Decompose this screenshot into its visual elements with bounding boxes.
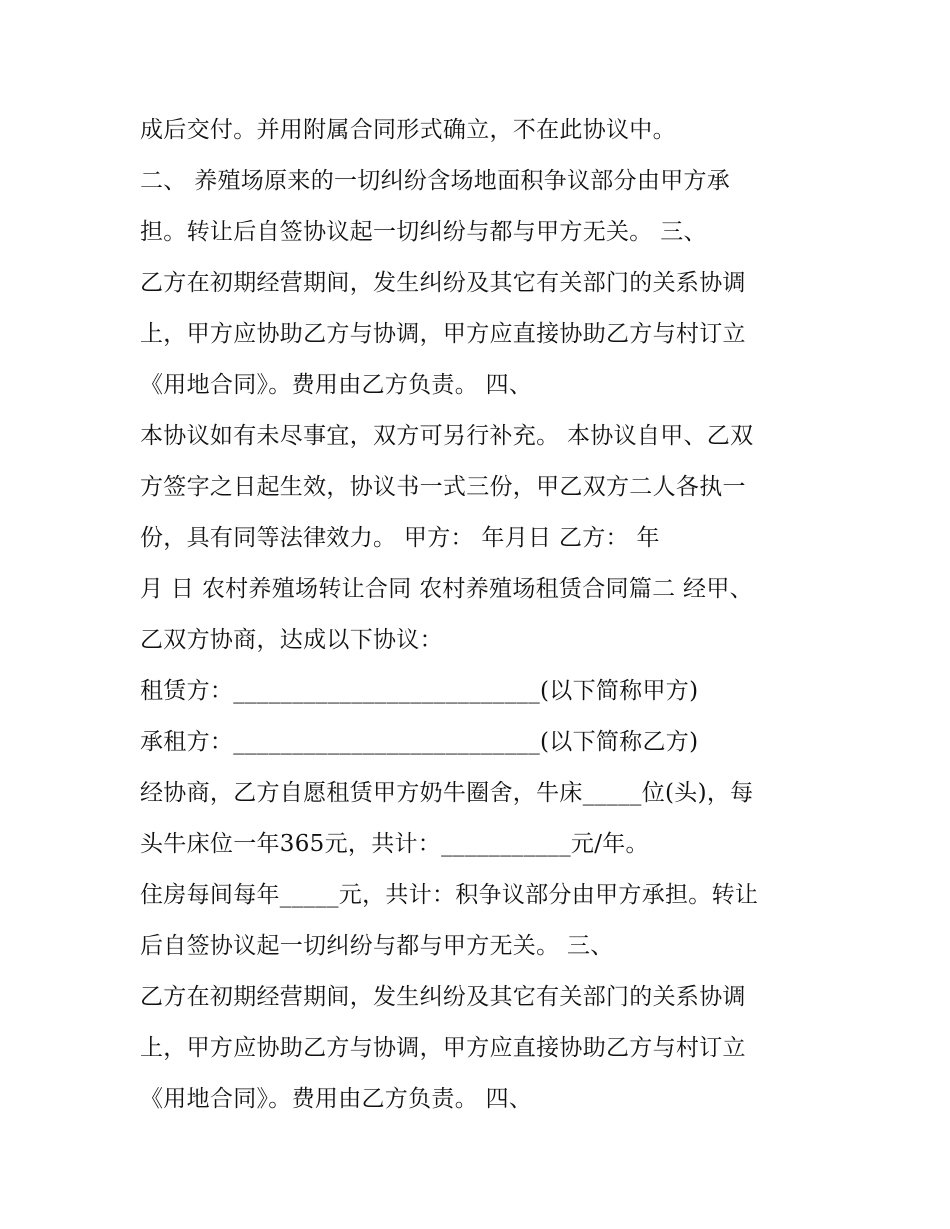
text-line: 乙方在初期经营期间，发生纠纷及其它有关部门的关系协调 (140, 984, 746, 1010)
lessor-field-line: 租赁方：__________________________(以下简称甲方) (140, 678, 699, 704)
text-line: 《用地合同》。费用由乙方负责。 四、 (140, 372, 533, 398)
text-line: 成后交付。并用附属合同形式确立，不在此协议中。 (140, 117, 676, 143)
text-line: 上，甲方应协助乙方与协调，甲方应直接协助乙方与村订立 (140, 1035, 746, 1061)
text-line: 头牛床位一年365元，共计：___________元/年。 (140, 831, 649, 857)
text-line: 上，甲方应协助乙方与协调，甲方应直接协助乙方与村订立 (140, 321, 746, 347)
contract-body-text (140, 105, 820, 1125)
text-line: 份，具有同等法律效力。 甲方： 年月日 乙方： 年 (140, 525, 660, 551)
text-line: 方签字之日起生效，协议书一式三份，甲乙双方二人各执一 (140, 474, 746, 500)
text-line: 二、 养殖场原来的一切纠纷含场地面积争议部分由甲方承 (140, 168, 731, 194)
lessee-field-line: 承租方：__________________________(以下简称乙方) (140, 729, 699, 755)
text-line: 后自签协议起一切纠纷与都与甲方无关。 三、 (140, 933, 614, 959)
text-line: 月 日 农村养殖场转让合同 农村养殖场租赁合同篇二 经甲、 (140, 576, 753, 602)
text-line: 乙双方协商，达成以下协议： (140, 627, 443, 653)
text-line: 住房每间每年_____元，共计：积争议部分由甲方承担。转让 (140, 882, 759, 908)
text-line: 乙方在初期经营期间，发生纠纷及其它有关部门的关系协调 (140, 270, 746, 296)
text-line: 担。转让后自签协议起一切纠纷与都与甲方无关。 三、 (140, 219, 707, 245)
text-line: 本协议如有未尽事宜，双方可另行补充。 本协议自甲、乙双 (140, 423, 754, 449)
text-line: 经协商，乙方自愿租赁甲方奶牛圈舍，牛床_____位(头)，每 (140, 780, 754, 806)
text-line: 《用地合同》。费用由乙方负责。 四、 (140, 1086, 533, 1112)
